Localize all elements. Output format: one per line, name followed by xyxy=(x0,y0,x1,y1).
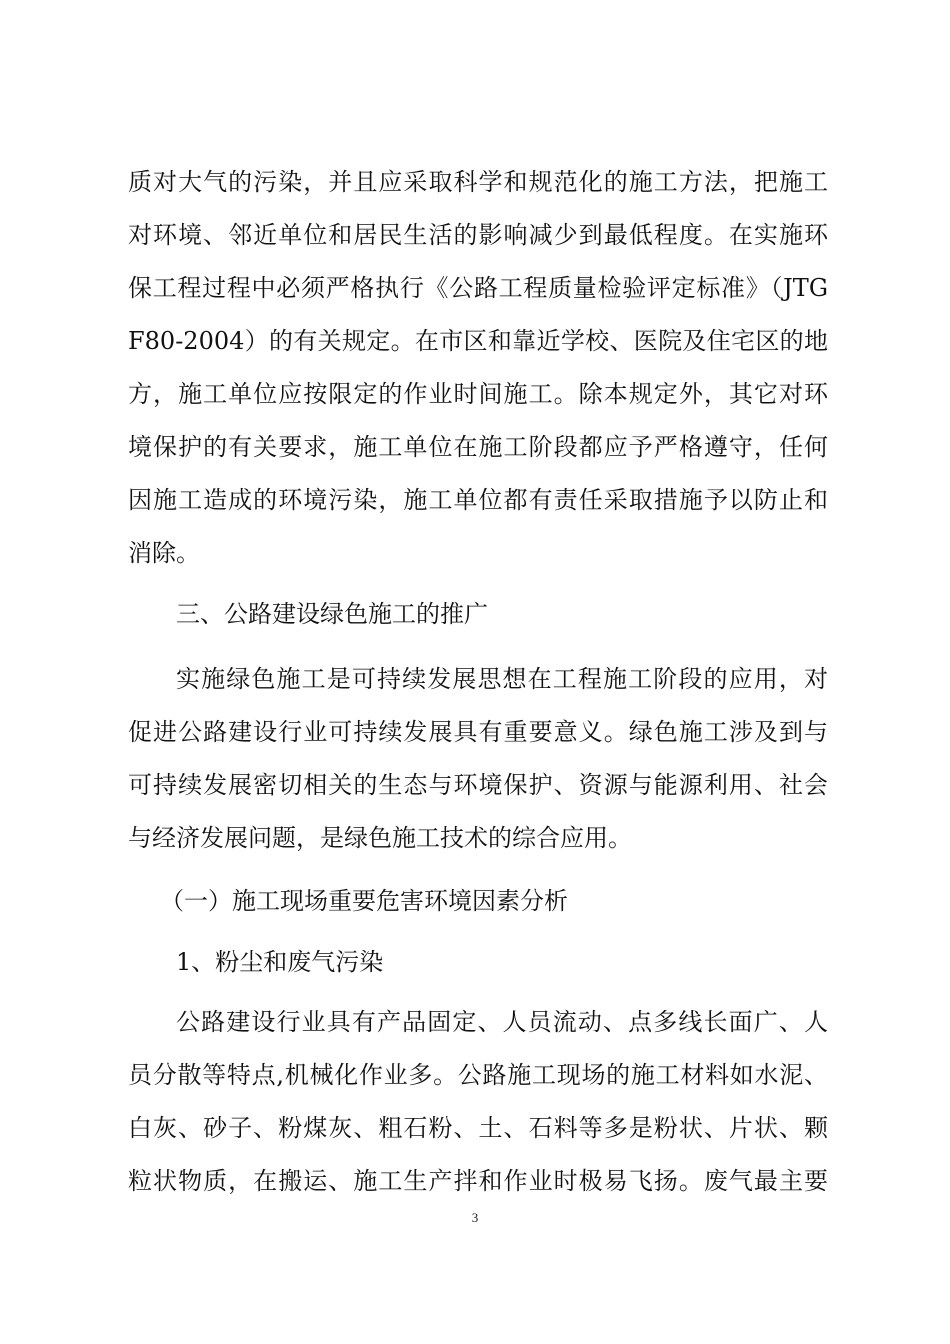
paragraph1-line-6: 境保护的有关要求，施工单位在施工阶段都应予严格遵守，任何 xyxy=(128,433,828,461)
paragraph1-line-3: 保工程过程中必须严格执行《公路工程质量检验评定标准》（JTG xyxy=(128,274,828,302)
paragraph1-line-7: 因施工造成的环境污染，施工单位都有责任采取措施予以防止和 xyxy=(128,486,828,514)
paragraph2-line-4: 与经济发展问题，是绿色施工技术的综合应用。 xyxy=(128,824,632,852)
paragraph3-line-3: 白灰、砂子、粉煤灰、粗石粉、土、石料等多是粉状、片状、颗 xyxy=(128,1114,828,1142)
paragraph1-line-8: 消除。 xyxy=(128,539,200,567)
paragraph2-line-2: 促进公路建设行业可持续发展具有重要意义。绿色施工涉及到与 xyxy=(128,718,828,746)
section-heading: 三、公路建设绿色施工的推广 xyxy=(176,600,488,628)
page-number: 3 xyxy=(471,1210,479,1225)
paragraph3-line-4: 粒状物质，在搬运、施工生产拌和作业时极易飞扬。废气最主要 xyxy=(128,1167,828,1195)
paragraph1-line-2: 对环境、邻近单位和居民生活的影响减少到最低程度。在实施环 xyxy=(128,221,828,249)
paragraph1-line-4: F80-2004）的有关规定。在市区和靠近学校、医院及住宅区的地 xyxy=(128,327,828,355)
paragraph1-line-5: 方，施工单位应按限定的作业时间施工。除本规定外，其它对环 xyxy=(128,380,828,408)
subsection-heading: （一）施工现场重要危害环境因素分析 xyxy=(160,887,568,915)
paragraph1-line-1: 质对大气的污染，并且应采取科学和规范化的施工方法，把施工 xyxy=(128,168,828,196)
item-heading: 1、粉尘和废气污染 xyxy=(176,948,384,976)
paragraph2-line-1: 实施绿色施工是可持续发展思想在工程施工阶段的应用，对 xyxy=(176,665,828,693)
paragraph2-line-3: 可持续发展密切相关的生态与环境保护、资源与能源利用、社会 xyxy=(128,771,828,799)
paragraph3-line-1: 公路建设行业具有产品固定、人员流动、点多线长面广、人 xyxy=(176,1008,828,1036)
paragraph3-line-2: 员分散等特点,机械化作业多。公路施工现场的施工材料如水泥、 xyxy=(128,1061,828,1089)
